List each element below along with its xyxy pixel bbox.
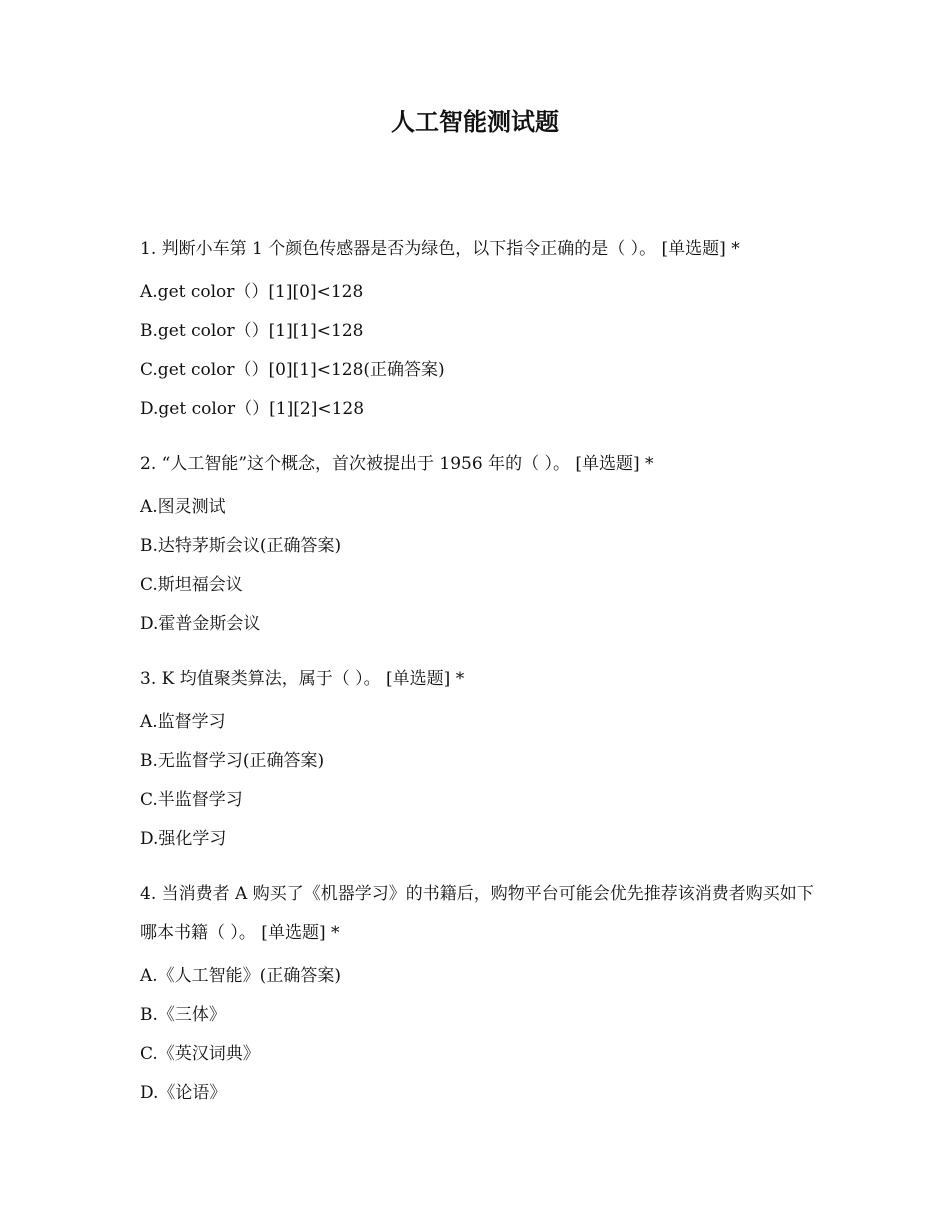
question-2	[140, 445, 820, 644]
option-c: C.半监督学习	[140, 790, 243, 810]
question-text: 1. 判断小车第 1 个颜色传感器是否为绿色，以下指令正确的是（ ）。 [单选题] *	[140, 239, 740, 259]
question-list	[140, 230, 820, 1129]
option-a: A.监督学习	[140, 712, 226, 732]
option-d: D.get color（）[1][2]<128	[140, 399, 365, 419]
option-b: B.达特茅斯会议(正确答案)	[140, 536, 342, 556]
question-text: 4. 当消费者 A 购买了《机器学习》的书籍后，购物平台可能会优先推荐该消费者购买如下哪本书籍（ ）。 [单选题] *	[140, 884, 814, 943]
option-c: C.斯坦福会议	[140, 575, 243, 595]
option-b: B.get color（）[1][1]<128	[140, 321, 364, 341]
question-text: 3. K 均值聚类算法，属于（ ）。 [单选题] *	[140, 669, 465, 689]
question-text: 2. “人工智能”这个概念，首次被提出于 1956 年的（ ）。 [单选题] *	[140, 454, 654, 474]
option-d: D.霍普金斯会议	[140, 614, 261, 634]
question-4	[140, 875, 820, 1113]
option-a: A.《人工智能》(正确答案)	[140, 966, 341, 986]
option-a: A.图灵测试	[140, 497, 226, 517]
option-d: D.强化学习	[140, 829, 227, 849]
option-b: B.《三体》	[140, 1005, 226, 1025]
page-title: 人工智能测试题	[391, 108, 559, 136]
option-b: B.无监督学习(正确答案)	[140, 751, 325, 771]
question-3	[140, 660, 820, 859]
option-d: D.《论语》	[140, 1083, 227, 1103]
question-1	[140, 230, 820, 429]
option-c: C.get color（）[0][1]<128(正确答案)	[140, 360, 445, 380]
option-a: A.get color（）[1][0]<128	[140, 282, 364, 302]
option-c: C.《英汉词典》	[140, 1044, 260, 1064]
